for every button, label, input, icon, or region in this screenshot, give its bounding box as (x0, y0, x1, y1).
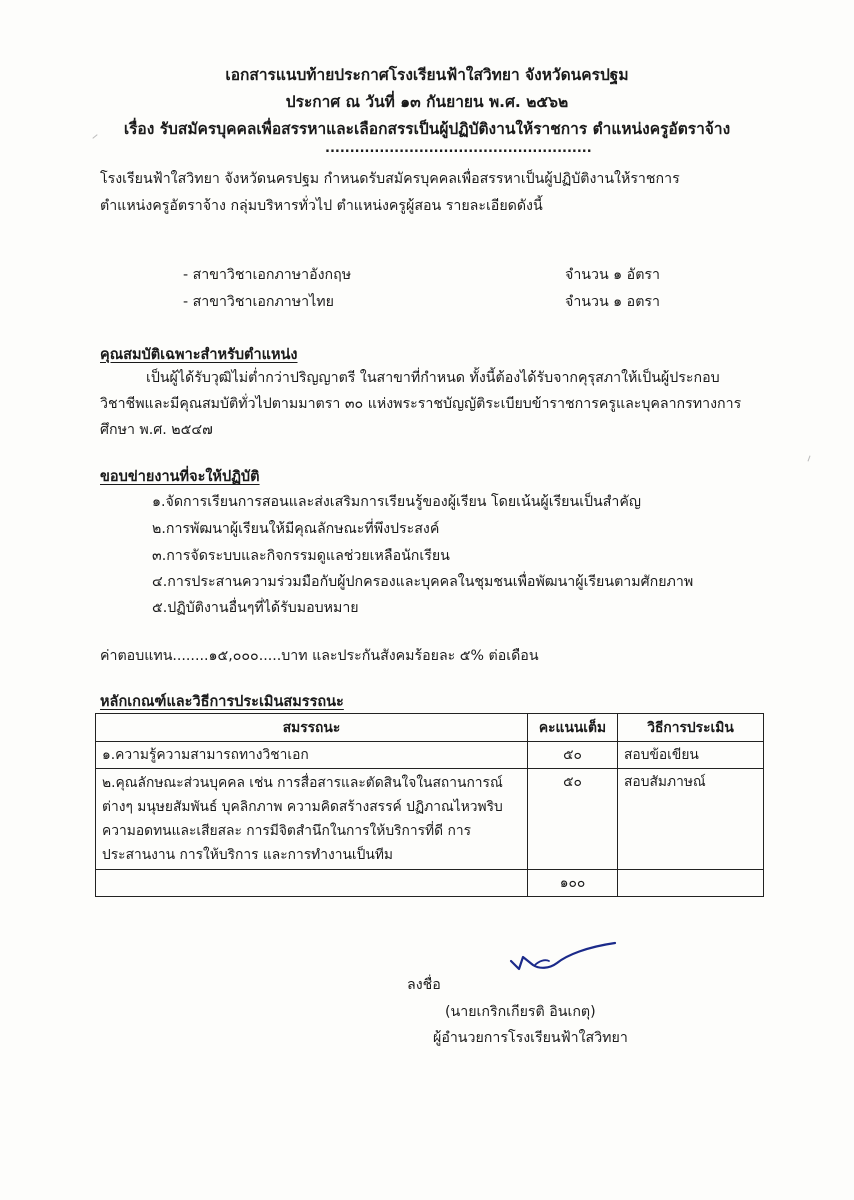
qualifications-line-3: ศึกษา พ.ศ. ๒๕๔๗ (100, 422, 213, 438)
criteria-heading: หลักเกณฑ์และวิธีการประเมินสมรรถนะ (100, 694, 344, 710)
competency-line: ประสานงาน การให้บริการ และการทำงานเป็นทีม (102, 847, 394, 863)
position-count-thai: จำนวน ๑ อตรา (565, 294, 660, 310)
position-subject-thai: - สาขาวิชาเอกภาษาไทย (183, 294, 334, 310)
position-subject-english: - สาขาวิชาเอกภาษาอังกฤษ (183, 267, 352, 283)
scan-speck (808, 456, 811, 462)
total-label-cell (96, 870, 528, 897)
intro-line-1: โรงเรียนฟ้าใสวิทยา จังหวัดนครปฐม กำหนดรับสมัครบุคคลเพื่อสรรหาเป็นผู้ปฏิบัติงานให้ราชการ (100, 171, 680, 187)
competency-line: ต่างๆ มนุษยสัมพันธ์ บุคลิกภาพ ความคิดสร้างสรรค์ ปฏิภาณไหวพริบ (102, 799, 503, 815)
scope-item: ๑.จัดการเรียนการสอนและส่งเสริมการเรียนรู้ของผู้เรียน โดยเน้นผู้เรียนเป็นสำคัญ (152, 494, 641, 510)
column-header-full-score: คะแนนเต็ม (528, 714, 618, 742)
criteria-header-row (96, 714, 764, 742)
qualifications-heading: คุณสมบัติเฉพาะสำหรับตำแหน่ง (100, 347, 298, 363)
score-cell: ๕๐ (528, 769, 618, 870)
method-cell: สอบข้อเขียน (618, 742, 764, 769)
competency-cell (96, 769, 528, 870)
competency-line: ๒.คุณลักษณะส่วนบุคคล เช่น การสื่อสารและตัดสินใจในสถานการณ์ (102, 775, 503, 791)
qualifications-line-1: เป็นผู้ได้รับวุฒิไม่ต่ำกว่าปริญญาตรี ในสาขาที่กำหนด ทั้งนี้ต้องได้รับจากคุรุสภาให้เป็นผู้ประกอบ (146, 370, 720, 386)
signatory-position: ผู้อำนวยการโรงเรียนฟ้าใสวิทยา (433, 1030, 628, 1046)
compensation-text: ค่าตอบแทน........๑๕,๐๐๐.....บาท และประกันสังคมร้อยละ ๕% ต่อเดือน (100, 648, 539, 664)
handwritten-signature (505, 935, 625, 985)
total-method-cell (618, 870, 764, 897)
signatory-name: (นายเกริกเกียรติ อินเกตุ) (445, 1004, 596, 1020)
scope-item: ๕.ปฏิบัติงานอื่นๆที่ได้รับมอบหมาย (152, 600, 359, 616)
total-score-cell: ๑๐๐ (528, 870, 618, 897)
header-line-3: เรื่อง รับสมัครบุคคลเพื่อสรรหาและเลือกสรรเป็นผู้ปฏิบัติงานให้ราชการ ตำแหน่งครูอัตราจ้าง (123, 120, 731, 138)
table-row (96, 769, 764, 870)
competency-cell: ๑.ความรู้ความสามารถทางวิชาเอก (96, 742, 528, 769)
intro-line-2: ตำแหน่งครูอัตราจ้าง กลุ่มบริหารทั่วไป ตำแหน่งครูผู้สอน รายละเอียดดังนี้ (100, 198, 543, 214)
criteria-table (95, 713, 764, 897)
qualifications-line-2: วิชาชีพและมีคุณสมบัติทั่วไปตามมาตรา ๓๐ แห่งพระราชบัญญัติระเบียบข้าราชการครูและบุคลากรทางการ (100, 396, 742, 412)
signature-label: ลงชื่อ (407, 977, 441, 993)
competency-line: ความอดทนและเสียสละ การมีจิตสำนึกในการให้บริการที่ดี การ (102, 823, 471, 839)
total-row (96, 870, 764, 897)
column-header-method: วิธีการประเมิน (618, 714, 764, 742)
table-row (96, 742, 764, 769)
scope-heading: ขอบข่ายงานที่จะให้ปฏิบัติ (100, 469, 260, 485)
scope-item: ๔.การประสานความร่วมมือกับผู้ปกครองและบุคคลในชุมชนเพื่อพัฒนาผู้เรียนตามศักยภาพ (152, 574, 694, 590)
position-count-english: จำนวน ๑ อัตรา (565, 267, 660, 283)
header-line-2: ประกาศ ณ วันที่ ๑๓ กันยายน พ.ศ. ๒๕๖๒ (285, 93, 569, 111)
header-divider: ...................................................... (325, 141, 592, 156)
header-line-1: เอกสารแนบท้ายประกาศโรงเรียนฟ้าใสวิทยา จังหวัดนครปฐม (225, 66, 629, 84)
method-cell: สอบสัมภาษณ์ (618, 769, 764, 870)
scope-item: ๒.การพัฒนาผู้เรียนให้มีคุณลักษณะที่พึงประสงค์ (152, 521, 440, 537)
score-cell: ๕๐ (528, 742, 618, 769)
scope-item: ๓.การจัดระบบและกิจกรรมดูแลช่วยเหลือนักเรียน (152, 548, 450, 564)
column-header-competency: สมรรถนะ (96, 714, 528, 742)
